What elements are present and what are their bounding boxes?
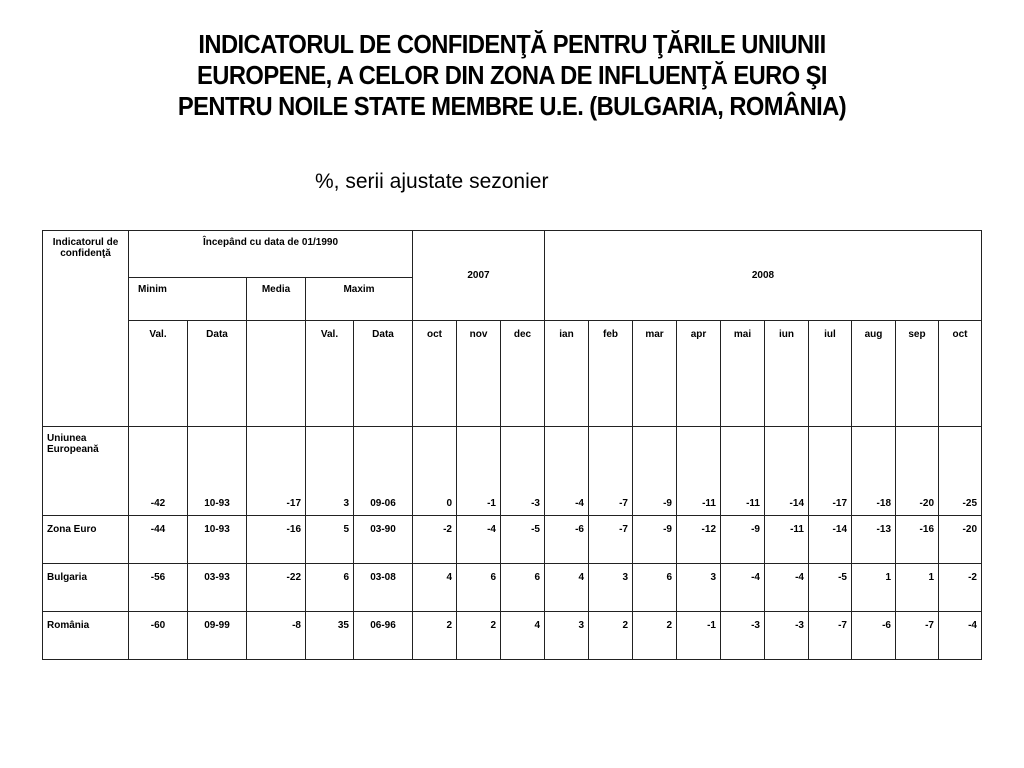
month-header-mar: mar: [633, 321, 677, 427]
sub-header-3: Val.: [306, 321, 354, 427]
month-value: -2: [413, 516, 457, 564]
max-date: 06-96: [354, 612, 413, 660]
month-value: -20: [896, 427, 939, 516]
media-value: -22: [247, 564, 306, 612]
sub-header-2: [247, 321, 306, 427]
min-value: -42: [129, 427, 188, 516]
month-header-dec: dec: [501, 321, 545, 427]
month-value: -12: [677, 516, 721, 564]
row-label: Bulgaria: [43, 564, 129, 612]
month-value: 6: [501, 564, 545, 612]
month-value: -25: [939, 427, 982, 516]
max-value: 3: [306, 427, 354, 516]
title-line-3: PENTRU NOILE STATE MEMBRE U.E. (BULGARIA, ROMÂNIA): [177, 93, 847, 121]
month-header-mai: mai: [721, 321, 765, 427]
month-value: -3: [765, 612, 809, 660]
month-value: -9: [721, 516, 765, 564]
month-value: -9: [633, 516, 677, 564]
media-value: -17: [247, 427, 306, 516]
month-value: -4: [939, 612, 982, 660]
page-title: [92, 30, 933, 123]
month-value: -13: [852, 516, 896, 564]
max-value: 35: [306, 612, 354, 660]
min-value: -44: [129, 516, 188, 564]
indicator-header: Indicatorul de confidenţă: [43, 231, 129, 427]
table-row: [43, 427, 982, 516]
month-value: -1: [457, 427, 501, 516]
since-header: Începând cu data de 01/1990: [129, 231, 413, 278]
month-value: 2: [633, 612, 677, 660]
sub-header-0: Val.: [129, 321, 188, 427]
max-date: 09-06: [354, 427, 413, 516]
table-row: [43, 564, 982, 612]
month-value: 3: [677, 564, 721, 612]
month-value: -4: [765, 564, 809, 612]
confidence-table: [42, 230, 982, 660]
year-2007-header: 2007: [413, 231, 545, 321]
month-value: -4: [457, 516, 501, 564]
month-value: -7: [589, 427, 633, 516]
month-value: 2: [457, 612, 501, 660]
month-value: -11: [721, 427, 765, 516]
max-date: 03-08: [354, 564, 413, 612]
media-value: -8: [247, 612, 306, 660]
month-value: -4: [545, 427, 589, 516]
min-date: 03-93: [188, 564, 247, 612]
month-value: -4: [721, 564, 765, 612]
month-value: -11: [765, 516, 809, 564]
max-value: 5: [306, 516, 354, 564]
year-2008-header: 2008: [545, 231, 982, 321]
month-value: -7: [809, 612, 852, 660]
month-header-apr: apr: [677, 321, 721, 427]
month-value: 6: [633, 564, 677, 612]
min-header: Minim: [129, 278, 247, 321]
table-row: [43, 516, 982, 564]
month-header-sep: sep: [896, 321, 939, 427]
table-row: [43, 612, 982, 660]
row-label: România: [43, 612, 129, 660]
title-line-2: EUROPENE, A CELOR DIN ZONA DE INFLUENŢĂ EURO ŞI: [197, 62, 827, 90]
month-value: 6: [457, 564, 501, 612]
month-header-nov: nov: [457, 321, 501, 427]
row-label: Zona Euro: [43, 516, 129, 564]
month-value: -14: [809, 516, 852, 564]
month-value: -7: [589, 516, 633, 564]
month-value: 3: [589, 564, 633, 612]
month-value: -11: [677, 427, 721, 516]
month-value: 0: [413, 427, 457, 516]
month-value: -18: [852, 427, 896, 516]
month-value: 2: [413, 612, 457, 660]
max-header: Maxim: [306, 278, 413, 321]
month-value: -16: [896, 516, 939, 564]
month-value: -6: [852, 612, 896, 660]
min-date: 10-93: [188, 516, 247, 564]
month-value: -6: [545, 516, 589, 564]
month-value: -14: [765, 427, 809, 516]
month-header-iul: iul: [809, 321, 852, 427]
media-header: Media: [247, 278, 306, 321]
min-value: -56: [129, 564, 188, 612]
month-header-aug: aug: [852, 321, 896, 427]
max-value: 6: [306, 564, 354, 612]
month-value: 3: [545, 612, 589, 660]
month-value: -20: [939, 516, 982, 564]
month-value: -9: [633, 427, 677, 516]
month-value: -5: [501, 516, 545, 564]
month-value: -3: [721, 612, 765, 660]
month-header-iun: iun: [765, 321, 809, 427]
month-value: 1: [896, 564, 939, 612]
month-header-oct: oct: [413, 321, 457, 427]
min-date: 09-99: [188, 612, 247, 660]
month-value: -2: [939, 564, 982, 612]
month-value: -17: [809, 427, 852, 516]
month-value: 2: [589, 612, 633, 660]
row-label: Uniunea Europeană: [43, 427, 129, 516]
min-date: 10-93: [188, 427, 247, 516]
month-value: -3: [501, 427, 545, 516]
month-value: 1: [852, 564, 896, 612]
media-value: -16: [247, 516, 306, 564]
month-value: 4: [501, 612, 545, 660]
month-value: 4: [545, 564, 589, 612]
month-header-ian: ian: [545, 321, 589, 427]
min-value: -60: [129, 612, 188, 660]
subtitle: %, serii ajustate sezonier: [315, 170, 549, 193]
title-line-1: INDICATORUL DE CONFIDENŢĂ PENTRU ŢĂRILE UNIUNII: [198, 31, 826, 59]
sub-header-1: Data: [188, 321, 247, 427]
month-value: -1: [677, 612, 721, 660]
month-value: -7: [896, 612, 939, 660]
sub-header-4: Data: [354, 321, 413, 427]
month-header-feb: feb: [589, 321, 633, 427]
month-value: 4: [413, 564, 457, 612]
month-value: -5: [809, 564, 852, 612]
month-header-oct: oct: [939, 321, 982, 427]
max-date: 03-90: [354, 516, 413, 564]
